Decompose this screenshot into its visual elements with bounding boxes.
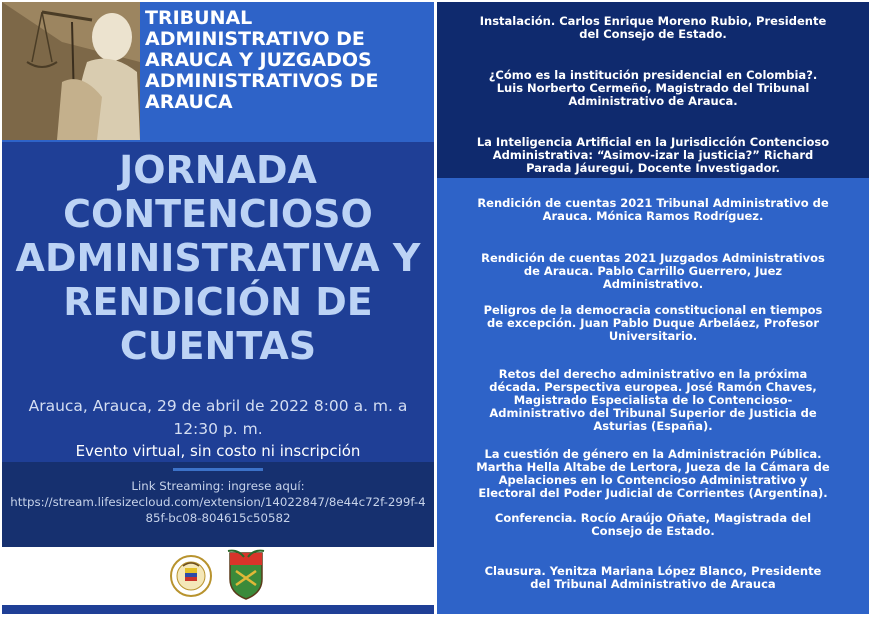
program-item: Clausura. Yenitza Mariana López Blanco, Presidente del Tribunal Administrativo de Arauca	[484, 564, 822, 591]
program-item: Conferencia. Rocío Araújo Oñate, Magistrada del Consejo de Estado.	[494, 511, 812, 538]
program-item: Rendición de cuentas 2021 Juzgados Administrativos de Arauca. Pablo Carrillo Guerrero, Juez Administrativo.	[481, 251, 825, 291]
program-item: Instalación. Carlos Enrique Moreno Rubio, Presidente del Consejo de Estado.	[479, 14, 827, 41]
streaming-link[interactable]: https://stream.lifesizecloud.com/extension/14022847/8e44c72f-299f-485f-bc08-804615c50582	[10, 495, 426, 525]
logos-strip	[2, 547, 434, 605]
bottom-bar	[2, 605, 434, 614]
colombia-judicial-seal-logo	[169, 554, 213, 598]
streaming-label: Link Streaming: ingrese aquí:	[131, 479, 305, 493]
event-date-time: Arauca, Arauca, 29 de abril de 2022 8:00 a. m. a 12:30 p. m.	[28, 397, 408, 438]
event-title: JORNADA CONTENCIOSO ADMINISTRATIVA Y RENDICIÓN DE CUENTAS	[15, 148, 421, 368]
org-title: TRIBUNAL ADMINISTRATIVO DE ARAUCA Y JUZGADOS ADMINISTRATIVOS DE ARAUCA	[145, 7, 379, 113]
lady-justice-statue-image	[2, 2, 140, 140]
program-item: Peligros de la democracia constitucional en tiempos de excepción. Juan Pablo Duque Arbeláez, Profesor Universitario.	[483, 303, 823, 343]
program-item: Martha Hella Altabe de Lertora, Jueza de la Cámara de Apelaciones en lo Contencioso Administrativo y Electoral del Poder Judicial de Corrientes (Argentina).	[476, 460, 830, 500]
streaming-info	[8, 478, 428, 526]
program-item: La cuestión de género en la Administración Pública.	[484, 447, 822, 461]
program-item: Rendición de cuentas 2021 Tribunal Administrativo de Arauca. Mónica Ramos Rodríguez.	[477, 196, 829, 223]
streaming-box	[2, 462, 434, 547]
program-item: La Inteligencia Artificial en la Jurisdicción Contencioso Administrativa: “Asimov-izar la justicia?” Richard Parada Jáuregui, Docente Investigador.	[476, 135, 830, 175]
virtual-note: Evento virtual, sin costo ni inscripción	[75, 442, 361, 460]
header-band	[2, 2, 434, 142]
right-panel	[437, 2, 869, 614]
program-item: ¿Cómo es la institución presidencial en Colombia?. Luis Norberto Cermeño, Magistrado del Tribunal Administrativo de Arauca.	[488, 68, 818, 108]
arauca-department-shield-logo	[226, 549, 266, 603]
left-panel	[2, 2, 434, 614]
divider-line	[173, 468, 263, 471]
program-item: Retos del derecho administrativo en la próxima década. Perspectiva europea. José Ramón Chaves, Magistrado Especialista de lo Contencioso-Administrativo del Tribunal Superior de Justicia de Asturias (España).	[489, 367, 817, 433]
